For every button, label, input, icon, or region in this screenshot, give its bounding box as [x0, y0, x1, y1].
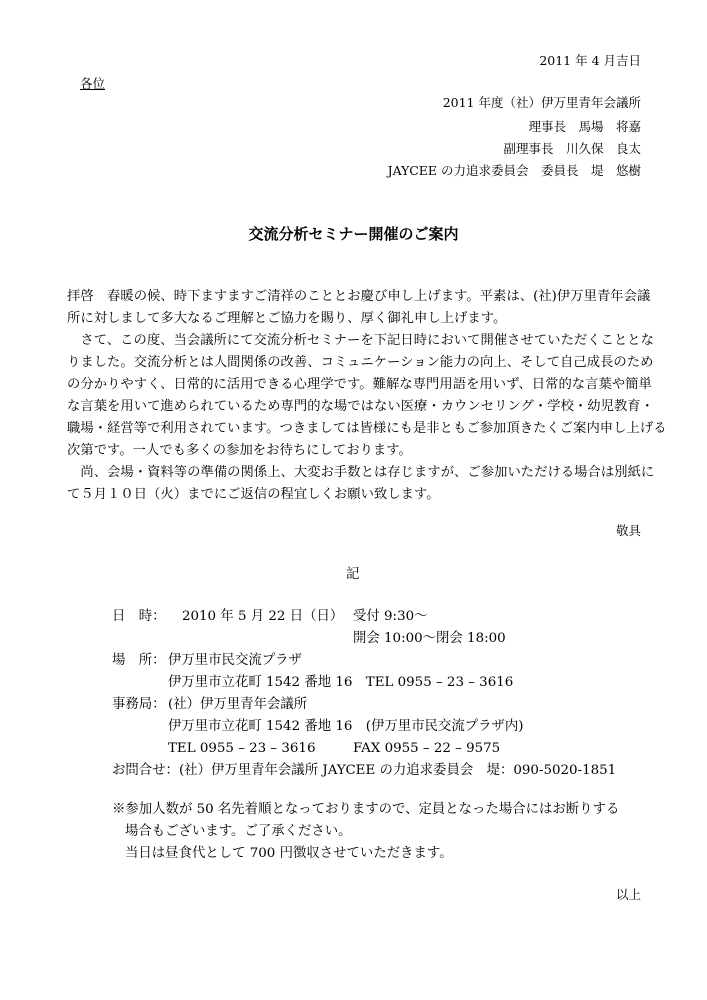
body-line: 尚、会場・資料等の準備の関係上、大変お手数とは存じますが、ご参加いただける場合は別紙に [67, 465, 655, 480]
sender-organization: 2011 年度（社）伊万里青年会議所 [442, 95, 641, 110]
body-line: りました。交流分析とは人間関係の改善、コミュニケーション能力の向上、そして自己成長のため [67, 355, 654, 370]
body-line: の分かりやすく、日常的に活用できる心理学です。難解な専門用語を用いず、日常的な言葉や簡単 [67, 377, 652, 392]
body-line: さて、この度、当会議所にて交流分析セミナーを下記日時において開催させていただくこととな [67, 333, 654, 348]
note-line: 場合もございます。ご了承ください。 [125, 824, 352, 839]
venue-address: 伊万里市立花町 1542 番地 16 TEL 0955 – 23 – 3616 [168, 675, 514, 690]
body-line: 職場・経営等で利用されています。つきましては皆様にも是非ともご参加頂きたくご案内申し上げる [67, 421, 667, 436]
body-line: 次第です。一人でも多くの参加をお待ちにしております。 [67, 443, 412, 458]
office-fax: FAX 0955 – 22 – 9575 [353, 741, 501, 756]
venue-label: 場 所： [112, 653, 166, 668]
sender-president: 理事長 馬場 将嘉 [528, 119, 641, 134]
body-line: な言葉を用いて進められているため専門的な場ではない医療・カウンセリング・学校・幼児教育・ [67, 399, 654, 414]
body-line: 所に対しまして多大なるご理解とご協力を賜り、厚く御礼申し上げます。 [67, 311, 507, 326]
sender-committee-chair: JAYCEE の力追求委員会 委員長 堤 悠樹 [387, 163, 641, 178]
sender-vice-president: 副理事長 川久保 良太 [503, 141, 641, 156]
reception-time: 受付 9:30～ [353, 609, 428, 624]
body-line: て５月１０日（火）までにご返信の程宜しくお願い致します。 [67, 487, 440, 502]
venue-name: 伊万里市民交流プラザ [168, 653, 302, 668]
office-label: 事務局： [112, 697, 166, 712]
document-date: 2011 年 4 月吉日 [539, 53, 641, 68]
body-line: 拝啓 春暖の候、時下ますますご清祥のこととお慶び申し上げます。平素は、(社)伊万里青年会議 [67, 289, 651, 304]
inquiry-line: お問合せ：(社）伊万里青年会議所 JAYCEE の力追求委員会 堤：090-5020-1851 [112, 763, 617, 778]
office-name: (社）伊万里青年会議所 [168, 697, 308, 712]
closing-ijou: 以上 [615, 887, 641, 902]
datetime-label: 日 時： [112, 609, 166, 624]
event-date: 2010 年 5 月 22 日（日） [182, 609, 344, 624]
page-title: 交流分析セミナー開催のご案内 [248, 225, 459, 243]
open-close-time: 開会 10:00～閉会 18:00 [353, 631, 506, 646]
addressee: 各位 [80, 76, 106, 91]
note-line: 当日は昼食代として 700 円徴収させていただきます。 [125, 846, 453, 861]
office-tel: TEL 0955 – 23 – 3616 [168, 741, 316, 756]
note-line: ※参加人数が 50 名先着順となっておりますので、定員となった場合にはお断りする [112, 802, 620, 817]
office-address: 伊万里市立花町 1542 番地 16 (伊万里市民交流プラザ内) [168, 719, 524, 734]
ki-heading: 記 [346, 566, 360, 582]
closing-keigu: 敬具 [615, 523, 641, 538]
